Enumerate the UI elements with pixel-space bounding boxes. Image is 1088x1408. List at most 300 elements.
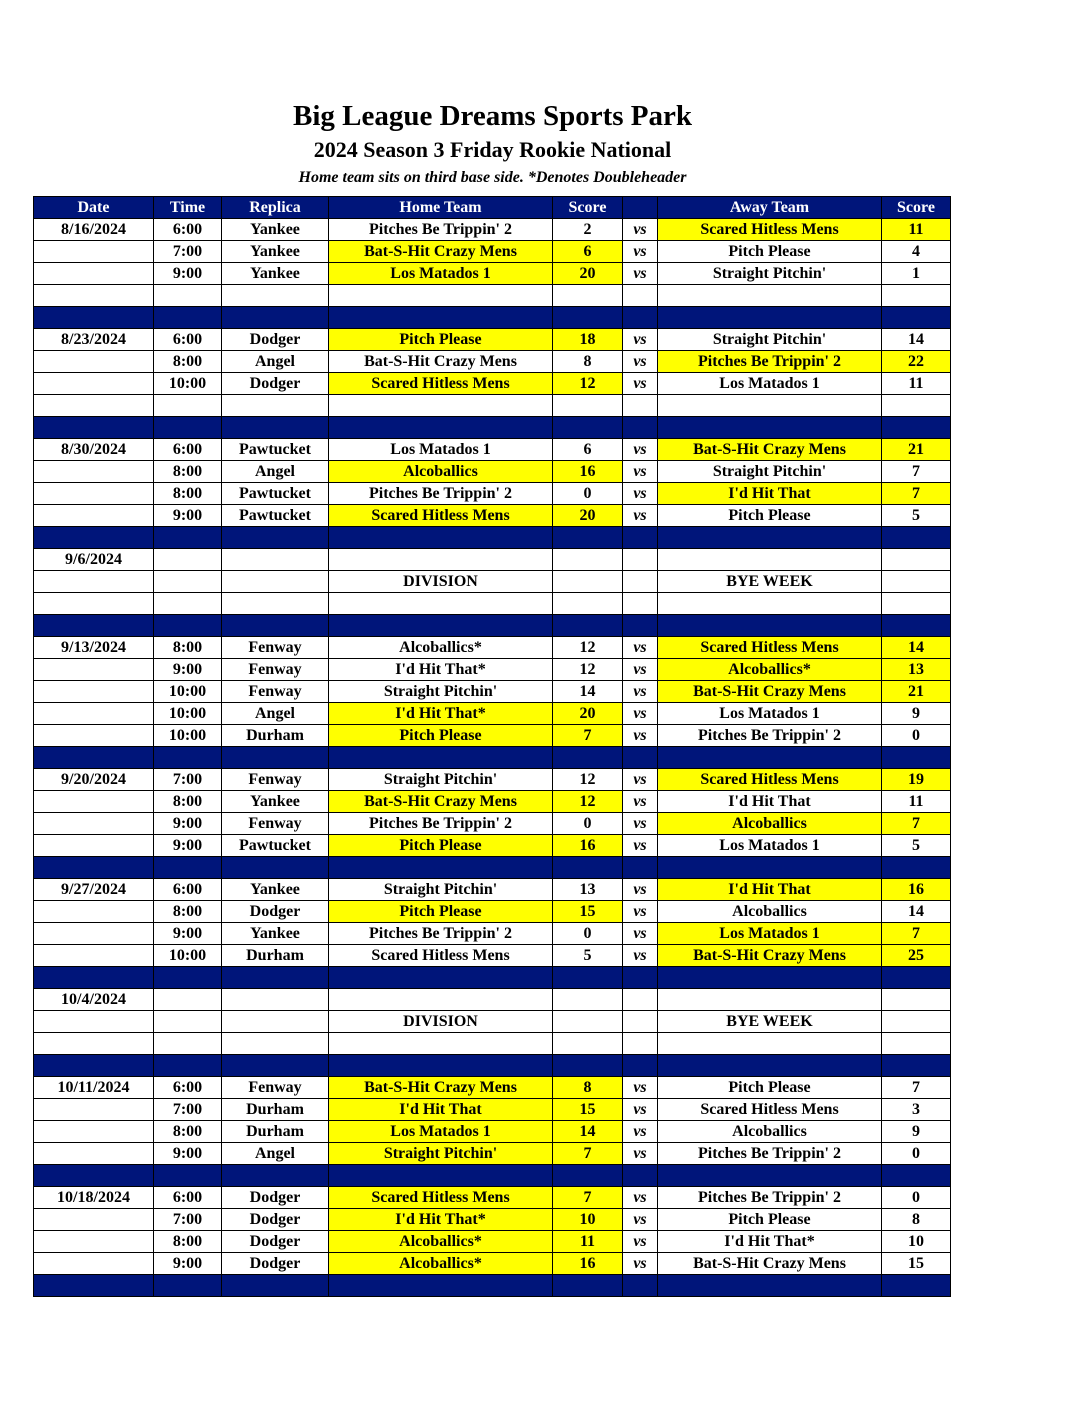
separator-cell [882,417,951,439]
away-score-cell: 7 [882,1077,951,1099]
home-score-cell: 15 [553,1099,623,1121]
home-score-cell: 7 [553,1143,623,1165]
separator-cell [553,1055,623,1077]
empty-cell [329,1033,553,1055]
away-score-cell: 9 [882,703,951,725]
empty-cell [623,1011,658,1033]
away-team-cell: Pitches Be Trippin' 2 [658,1143,882,1165]
empty-cell [222,285,329,307]
bye-week-cell: BYE WEEK [658,1011,882,1033]
vs-cell: vs [623,241,658,263]
game-row [34,1231,951,1253]
separator-cell [658,307,882,329]
game-row [34,1187,951,1209]
separator-cell [34,1275,154,1297]
date-cell: 8/30/2024 [34,439,154,461]
empty-cell [553,285,623,307]
separator-cell [329,307,553,329]
vs-cell: vs [623,439,658,461]
empty-row [34,1033,951,1055]
home-score-cell: 20 [553,703,623,725]
separator-cell [329,1165,553,1187]
empty-cell [329,549,553,571]
home-team-cell: Los Matados 1 [329,439,553,461]
home-team-cell: Straight Pitchin' [329,769,553,791]
away-score-cell: 11 [882,373,951,395]
separator-cell [553,615,623,637]
empty-cell [623,989,658,1011]
away-score-cell: 9 [882,1121,951,1143]
date-row [34,989,951,1011]
home-score-cell: 12 [553,769,623,791]
home-score-cell: 7 [553,725,623,747]
time-cell: 9:00 [154,813,222,835]
time-cell: 6:00 [154,1187,222,1209]
date-cell [34,681,154,703]
field-cell: Yankee [222,263,329,285]
away-team-cell: Pitches Be Trippin' 2 [658,1187,882,1209]
bye-week-row [34,1011,951,1033]
away-score-cell: 15 [882,1253,951,1275]
away-score-cell: 7 [882,923,951,945]
away-team-cell: Los Matados 1 [658,923,882,945]
date-cell [34,923,154,945]
separator-cell [553,1275,623,1297]
home-team-cell: Bat-S-Hit Crazy Mens [329,241,553,263]
time-cell: 8:00 [154,483,222,505]
home-score-cell: 12 [553,637,623,659]
game-row [34,725,951,747]
time-cell: 7:00 [154,1209,222,1231]
separator-cell [222,747,329,769]
col-header-time: Time [154,197,222,219]
separator-cell [154,857,222,879]
home-team-cell: Alcoballics [329,461,553,483]
away-score-cell: 7 [882,461,951,483]
date-cell [34,1121,154,1143]
empty-cell [34,571,154,593]
empty-cell [658,1033,882,1055]
separator-cell [154,1055,222,1077]
separator-cell [329,967,553,989]
home-score-cell: 0 [553,483,623,505]
vs-cell: vs [623,901,658,923]
separator-cell [34,417,154,439]
empty-cell [623,285,658,307]
field-cell: Fenway [222,659,329,681]
away-team-cell: Straight Pitchin' [658,329,882,351]
vs-cell: vs [623,813,658,835]
separator-row [34,1165,951,1187]
game-row [34,945,951,967]
game-row [34,813,951,835]
field-cell: Yankee [222,923,329,945]
home-team-cell: I'd Hit That [329,1099,553,1121]
page-title: Big League Dreams Sports Park [292,100,692,132]
away-team-cell: Alcoballics [658,901,882,923]
time-cell: 9:00 [154,1143,222,1165]
date-cell [34,835,154,857]
separator-cell [623,307,658,329]
empty-cell [658,395,882,417]
separator-cell [658,747,882,769]
field-cell: Fenway [222,1077,329,1099]
date-cell: 10/11/2024 [34,1077,154,1099]
separator-cell [553,1165,623,1187]
field-cell: Angel [222,351,329,373]
date-cell [34,1253,154,1275]
bye-division-cell: DIVISION [329,571,553,593]
field-cell: Dodger [222,373,329,395]
away-team-cell: Straight Pitchin' [658,461,882,483]
game-row [34,659,951,681]
empty-cell [882,989,951,1011]
empty-cell [882,549,951,571]
away-score-cell: 4 [882,241,951,263]
home-team-cell: Pitch Please [329,725,553,747]
separator-cell [34,307,154,329]
page-subtitle: 2024 Season 3 Friday Rookie National [313,137,672,162]
home-team-cell: Scared Hitless Mens [329,945,553,967]
separator-cell [329,747,553,769]
separator-cell [658,417,882,439]
away-score-cell: 5 [882,505,951,527]
empty-cell [222,1011,329,1033]
away-team-cell: Bat-S-Hit Crazy Mens [658,1253,882,1275]
date-row [34,549,951,571]
empty-cell [882,593,951,615]
game-row [34,923,951,945]
separator-cell [658,857,882,879]
separator-cell [329,1275,553,1297]
home-team-cell: Scared Hitless Mens [329,1187,553,1209]
home-team-cell: Bat-S-Hit Crazy Mens [329,791,553,813]
away-score-cell: 13 [882,659,951,681]
separator-cell [553,747,623,769]
home-score-cell: 20 [553,505,623,527]
away-team-cell: Straight Pitchin' [658,263,882,285]
separator-cell [222,307,329,329]
field-cell: Dodger [222,1187,329,1209]
home-score-cell: 14 [553,1121,623,1143]
empty-cell [553,1011,623,1033]
away-team-cell: Bat-S-Hit Crazy Mens [658,439,882,461]
separator-cell [34,1055,154,1077]
date-cell [34,1209,154,1231]
vs-cell: vs [623,725,658,747]
game-row [34,1209,951,1231]
empty-cell [882,1033,951,1055]
home-score-cell: 15 [553,901,623,923]
field-cell: Pawtucket [222,835,329,857]
away-team-cell: Los Matados 1 [658,373,882,395]
game-row [34,219,951,241]
separator-row [34,527,951,549]
date-cell [34,1099,154,1121]
game-row [34,1099,951,1121]
time-cell: 6:00 [154,439,222,461]
away-score-cell: 11 [882,791,951,813]
field-cell: Dodger [222,1231,329,1253]
field-cell: Pawtucket [222,483,329,505]
away-team-cell: Bat-S-Hit Crazy Mens [658,945,882,967]
vs-cell: vs [623,791,658,813]
empty-cell [222,989,329,1011]
separator-cell [623,747,658,769]
home-team-cell: Pitches Be Trippin' 2 [329,219,553,241]
title-block [0,98,985,190]
time-cell: 10:00 [154,945,222,967]
separator-cell [623,615,658,637]
separator-row [34,1275,951,1297]
separator-cell [553,857,623,879]
separator-cell [34,967,154,989]
home-team-cell: Los Matados 1 [329,1121,553,1143]
empty-cell [623,549,658,571]
separator-cell [882,1275,951,1297]
vs-cell: vs [623,1099,658,1121]
separator-cell [154,1275,222,1297]
col-header-date: Date [34,197,154,219]
empty-cell [154,593,222,615]
away-team-cell: Alcoballics [658,813,882,835]
time-cell: 10:00 [154,703,222,725]
vs-cell: vs [623,923,658,945]
separator-cell [623,1165,658,1187]
game-row [34,505,951,527]
away-score-cell: 3 [882,1099,951,1121]
date-cell [34,813,154,835]
separator-cell [623,967,658,989]
time-cell: 7:00 [154,241,222,263]
time-cell: 6:00 [154,879,222,901]
empty-cell [222,593,329,615]
game-row [34,879,951,901]
home-score-cell: 6 [553,241,623,263]
home-team-cell: Pitch Please [329,835,553,857]
vs-cell: vs [623,1187,658,1209]
game-row [34,681,951,703]
separator-cell [222,527,329,549]
time-cell: 6:00 [154,219,222,241]
home-team-cell: Alcoballics* [329,1253,553,1275]
empty-cell [553,395,623,417]
away-score-cell: 7 [882,483,951,505]
vs-cell: vs [623,945,658,967]
date-cell [34,1143,154,1165]
date-cell [34,901,154,923]
field-cell: Angel [222,703,329,725]
home-score-cell: 12 [553,373,623,395]
separator-row [34,967,951,989]
home-team-cell: I'd Hit That* [329,1209,553,1231]
empty-cell [34,1011,154,1033]
home-team-cell: I'd Hit That* [329,659,553,681]
separator-cell [34,1165,154,1187]
date-cell: 9/20/2024 [34,769,154,791]
game-row [34,1077,951,1099]
away-team-cell: I'd Hit That [658,791,882,813]
vs-cell: vs [623,1121,658,1143]
empty-cell [882,395,951,417]
field-cell: Durham [222,725,329,747]
game-row [34,483,951,505]
date-cell [34,659,154,681]
away-team-cell: Pitch Please [658,241,882,263]
away-team-cell: I'd Hit That* [658,1231,882,1253]
date-cell [34,263,154,285]
separator-cell [222,857,329,879]
separator-cell [658,967,882,989]
empty-cell [34,395,154,417]
game-row [34,901,951,923]
vs-cell: vs [623,835,658,857]
separator-cell [222,1165,329,1187]
game-row [34,373,951,395]
home-team-cell: Straight Pitchin' [329,879,553,901]
field-cell: Yankee [222,241,329,263]
doubleheader-note: Home team sits on third base side. *Denotes Doubleheader [298,169,687,186]
separator-cell [882,747,951,769]
separator-cell [154,1165,222,1187]
empty-cell [882,571,951,593]
time-cell: 9:00 [154,923,222,945]
away-team-cell: Pitch Please [658,505,882,527]
empty-cell [154,571,222,593]
vs-cell: vs [623,879,658,901]
separator-cell [882,307,951,329]
field-cell: Fenway [222,681,329,703]
empty-cell [658,593,882,615]
field-cell: Yankee [222,791,329,813]
separator-cell [882,615,951,637]
schedule-table [33,196,951,1297]
separator-cell [882,967,951,989]
field-cell: Durham [222,945,329,967]
empty-cell [154,549,222,571]
away-score-cell: 19 [882,769,951,791]
vs-cell: vs [623,219,658,241]
date-cell [34,241,154,263]
home-score-cell: 0 [553,813,623,835]
empty-cell [553,989,623,1011]
away-score-cell: 0 [882,1143,951,1165]
separator-cell [222,417,329,439]
field-cell: Pawtucket [222,439,329,461]
game-row [34,791,951,813]
away-team-cell: I'd Hit That [658,879,882,901]
separator-cell [882,857,951,879]
home-score-cell: 8 [553,351,623,373]
time-cell: 8:00 [154,1231,222,1253]
away-score-cell: 25 [882,945,951,967]
bye-division-cell: DIVISION [329,1011,553,1033]
header-row [34,197,951,219]
home-team-cell: Straight Pitchin' [329,1143,553,1165]
empty-cell [154,1011,222,1033]
away-team-cell: I'd Hit That [658,483,882,505]
vs-cell: vs [623,1209,658,1231]
home-team-cell: Bat-S-Hit Crazy Mens [329,351,553,373]
home-team-cell: Pitch Please [329,901,553,923]
vs-cell: vs [623,1253,658,1275]
field-cell: Pawtucket [222,505,329,527]
field-cell: Yankee [222,879,329,901]
vs-cell: vs [623,505,658,527]
away-team-cell: Pitches Be Trippin' 2 [658,351,882,373]
home-team-cell: Pitch Please [329,329,553,351]
date-cell [34,483,154,505]
empty-cell [329,593,553,615]
game-row [34,461,951,483]
field-cell: Dodger [222,901,329,923]
date-cell: 9/6/2024 [34,549,154,571]
empty-cell [553,1033,623,1055]
date-cell [34,351,154,373]
time-cell: 8:00 [154,637,222,659]
away-score-cell: 5 [882,835,951,857]
field-cell: Fenway [222,813,329,835]
empty-row [34,285,951,307]
empty-cell [222,549,329,571]
home-score-cell: 8 [553,1077,623,1099]
separator-cell [553,967,623,989]
vs-cell: vs [623,263,658,285]
away-team-cell: Bat-S-Hit Crazy Mens [658,681,882,703]
time-cell: 8:00 [154,351,222,373]
separator-cell [34,857,154,879]
time-cell: 8:00 [154,461,222,483]
separator-cell [154,417,222,439]
separator-row [34,417,951,439]
date-cell [34,373,154,395]
vs-cell: vs [623,373,658,395]
away-score-cell: 21 [882,439,951,461]
separator-cell [882,527,951,549]
empty-cell [882,285,951,307]
away-team-cell: Scared Hitless Mens [658,1099,882,1121]
field-cell: Dodger [222,1209,329,1231]
time-cell: 9:00 [154,835,222,857]
separator-cell [154,747,222,769]
empty-cell [553,571,623,593]
home-team-cell: Bat-S-Hit Crazy Mens [329,1077,553,1099]
separator-cell [623,1275,658,1297]
date-cell [34,791,154,813]
away-score-cell: 11 [882,219,951,241]
separator-cell [34,615,154,637]
date-cell: 8/16/2024 [34,219,154,241]
home-team-cell: Pitches Be Trippin' 2 [329,923,553,945]
vs-cell: vs [623,351,658,373]
time-cell: 8:00 [154,791,222,813]
separator-row [34,615,951,637]
vs-cell: vs [623,329,658,351]
home-team-cell: Scared Hitless Mens [329,505,553,527]
game-row [34,329,951,351]
separator-cell [329,615,553,637]
vs-cell: vs [623,1077,658,1099]
separator-cell [34,747,154,769]
empty-cell [34,593,154,615]
game-row [34,263,951,285]
home-score-cell: 20 [553,263,623,285]
empty-cell [34,1033,154,1055]
away-score-cell: 14 [882,637,951,659]
separator-cell [329,857,553,879]
field-cell: Angel [222,461,329,483]
empty-cell [222,395,329,417]
